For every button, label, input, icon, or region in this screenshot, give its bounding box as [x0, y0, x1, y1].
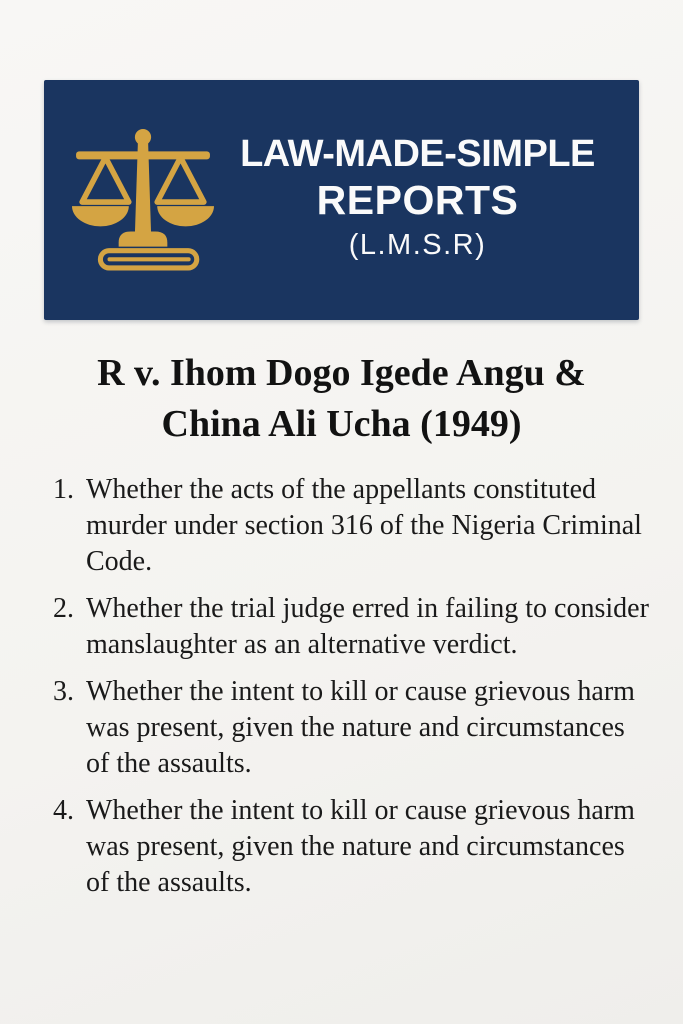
- issue-number: 4.: [53, 795, 74, 826]
- issue-number: 1.: [53, 474, 74, 505]
- issue-number: 2.: [53, 593, 74, 624]
- issue-item: [53, 591, 655, 663]
- brand-title-line2: REPORTS: [316, 177, 519, 223]
- issues-list: [53, 472, 655, 912]
- issue-text: Whether the trial judge erred in failing to consider manslaughter as an alternative verdict.: [86, 593, 649, 660]
- issue-number: 3.: [53, 676, 74, 707]
- header-banner: [44, 80, 639, 320]
- brand-title-line1: LAW-MADE-SIMPLE: [240, 133, 595, 175]
- issue-text: Whether the acts of the appellants constituted murder under section 316 of the Nigeria Criminal Code.: [86, 474, 642, 577]
- brand-abbreviation: (L.M.S.R): [348, 229, 487, 261]
- issue-item: [53, 674, 655, 782]
- issue-text: Whether the intent to kill or cause grievous harm was present, given the nature and circumstances of the assaults.: [86, 676, 635, 779]
- issue-item: [53, 472, 655, 580]
- case-title-line1: R v. Ihom Dogo Igede Angu &: [97, 352, 586, 394]
- case-title: [0, 348, 683, 450]
- issue-text: Whether the intent to kill or cause grievous harm was present, given the nature and circumstances of the assaults.: [86, 795, 635, 898]
- brand-text: [214, 132, 639, 264]
- scales-of-justice-icon: [72, 129, 214, 271]
- issue-item: [53, 793, 655, 901]
- case-title-line2: China Ali Ucha (1949): [161, 403, 522, 445]
